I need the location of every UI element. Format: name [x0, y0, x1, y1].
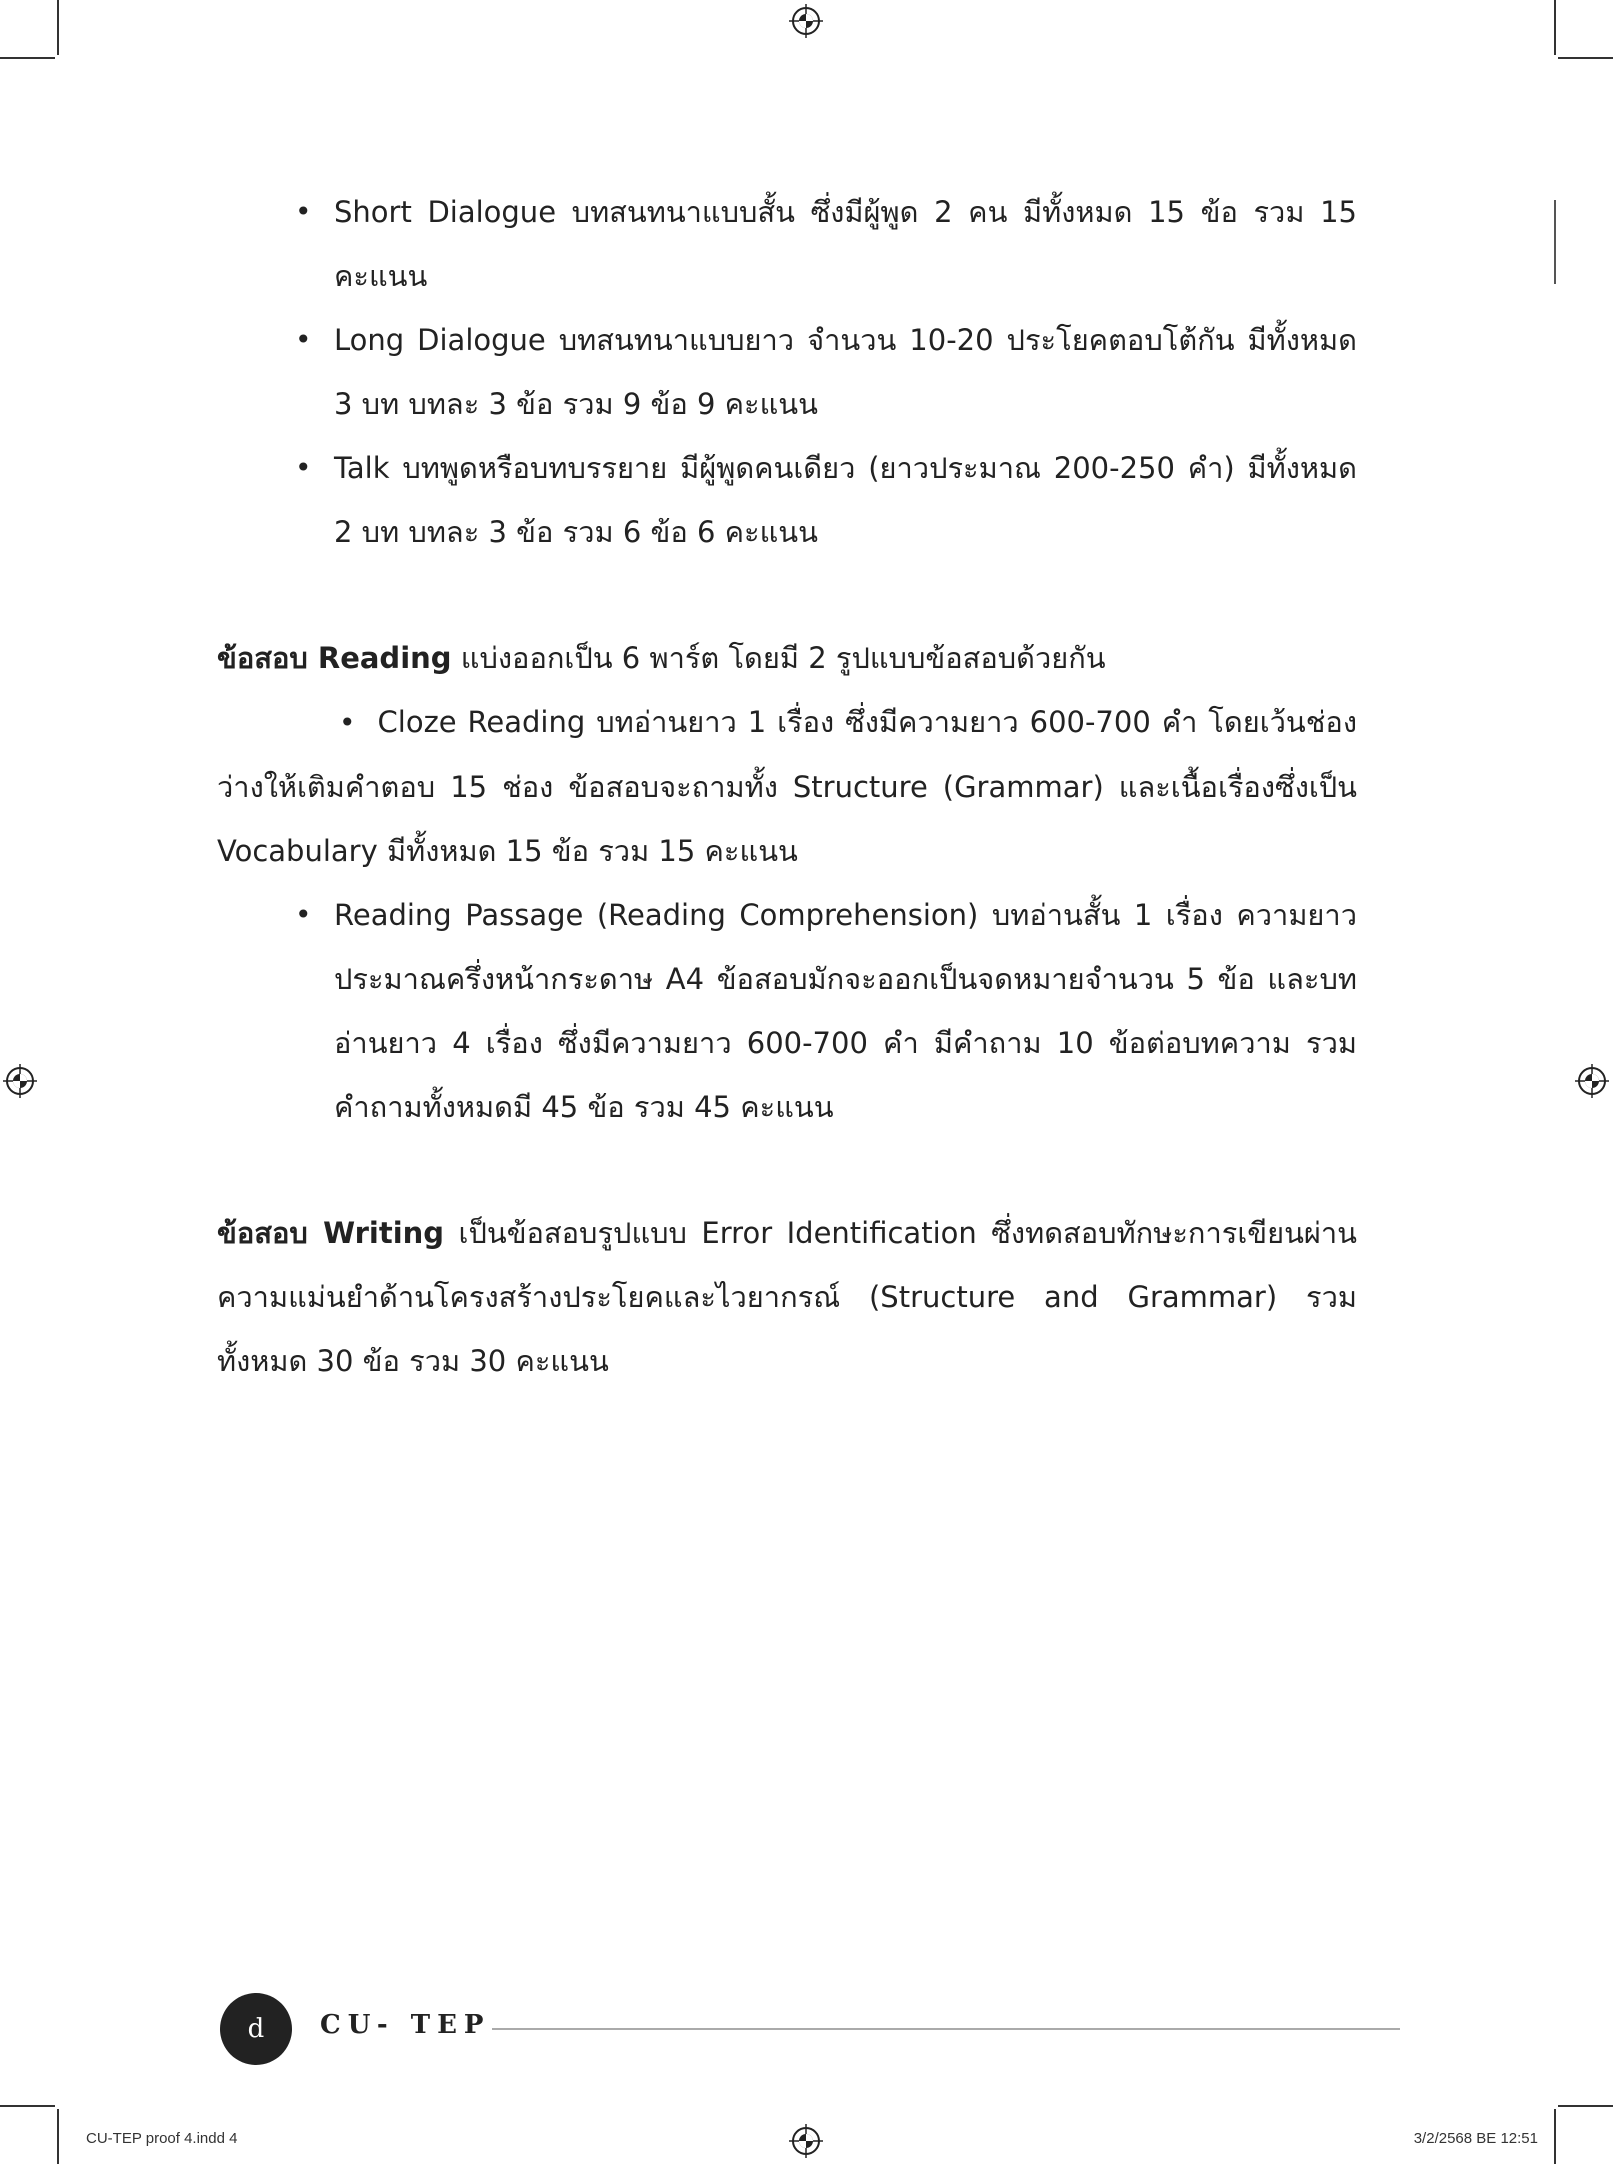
list-item-text: Talk บทพูดหรือบทบรรยาย มีผู้พูดคนเดียว (ยาวประมาณ 200-250 คำ) มีทั้งหมด 2 บท บทละ 3 ข้อ รวม 6 ข้อ 6 คะแนน — [334, 451, 1357, 549]
book-title: CU- TEP — [320, 2010, 491, 2040]
bullet-icon: • — [295, 451, 312, 484]
reading-heading-rest: แบ่งออกเป็น 6 พาร์ต โดยมี 2 รูปแบบข้อสอบด้วยกัน — [451, 641, 1106, 675]
list-item-text: Short Dialogue บทสนทนาแบบสั้น ซึ่งมีผู้พูด 2 คน มีทั้งหมด 15 ข้อ รวม 15 คะแนน — [334, 195, 1357, 293]
crop-mark-bottom-left-h — [0, 2105, 55, 2107]
registration-mark-icon — [789, 2124, 823, 2158]
bullet-icon: • — [295, 323, 312, 356]
reading-section-heading — [217, 626, 1357, 690]
registration-mark-icon — [3, 1064, 37, 1098]
crop-mark-top-left-v — [57, 0, 59, 55]
crop-mark-top-right-h — [1558, 57, 1613, 59]
cloze-reading-paragraph — [217, 690, 1357, 883]
list-item-talk — [217, 436, 1357, 564]
slug-datetime: 3/2/2568 BE 12:51 — [1413, 2130, 1538, 2147]
registration-mark-icon — [1575, 1064, 1609, 1098]
bullet-icon: • — [295, 195, 312, 228]
list-item-text: Long Dialogue บทสนทนาแบบยาว จำนวน 10-20 ประโยคตอบโต้กัน มีทั้งหมด 3 บท บทละ 3 ข้อ รวม 9 ข้อ 9 คะแนน — [334, 323, 1357, 421]
crop-mark-top-right-v — [1554, 0, 1556, 55]
bullet-icon: • — [339, 706, 356, 739]
cloze-reading-text: Cloze Reading บทอ่านยาว 1 เรื่อง ซึ่งมีความยาว 600-700 คำ โดยเว้นช่องว่างให้เติมคำตอบ 15 ช่อง ข้อสอบจะถามทั้ง Structure (Grammar) และเนื้อเรื่องซึ่งเป็น Vocabulary มีทั้งหมด 15 ข้อ รวม 15 คะแนน — [217, 705, 1357, 868]
writing-section-paragraph — [217, 1201, 1357, 1393]
page-number-badge — [220, 1993, 292, 2065]
list-item-short-dialogue — [217, 180, 1357, 308]
list-item-long-dialogue — [217, 308, 1357, 436]
crop-mark-bottom-right-h — [1558, 2105, 1613, 2107]
page-body — [217, 180, 1357, 1393]
list-item-reading-passage — [217, 883, 1357, 1139]
writing-heading-bold: ข้อสอบ Writing — [217, 1216, 445, 1250]
list-item-text: Reading Passage (Reading Comprehension) บทอ่านสั้น 1 เรื่อง ความยาวประมาณครึ่งหน้ากระดาษ A4 ข้อสอบมักจะออกเป็นจดหมายจำนวน 5 ข้อ และบทอ่านยาว 4 เรื่อง ซึ่งมีความยาว 600-700 คำ มีคำถาม 10 ข้อต่อบทความ รวมคำถามทั้งหมดมี 45 ข้อ รวม 45 คะแนน — [334, 898, 1357, 1124]
registration-mark-icon — [789, 4, 823, 38]
bullet-icon: • — [295, 898, 312, 931]
crop-mark-bottom-left-v — [57, 2109, 59, 2164]
footer-divider — [492, 2028, 1400, 2030]
crop-mark-top-left-h — [0, 57, 55, 59]
crop-mark-bottom-right-v — [1554, 2109, 1556, 2164]
reading-heading-bold: ข้อสอบ Reading — [217, 641, 452, 675]
writing-body-text: เป็นข้อสอบรูปแบบ Error Identification ซึ่งทดสอบทักษะการเขียนผ่านความแม่นยำด้านโครงสร้างประโยคและไวยากรณ์ (Structure and Grammar) รวมทั้งหมด 30 ข้อ รวม 30 คะแนน — [217, 1216, 1357, 1378]
page-letter: d — [247, 2014, 265, 2044]
bleed-bar-right — [1554, 200, 1556, 284]
slug-filename: CU-TEP proof 4.indd 4 — [86, 2130, 238, 2147]
